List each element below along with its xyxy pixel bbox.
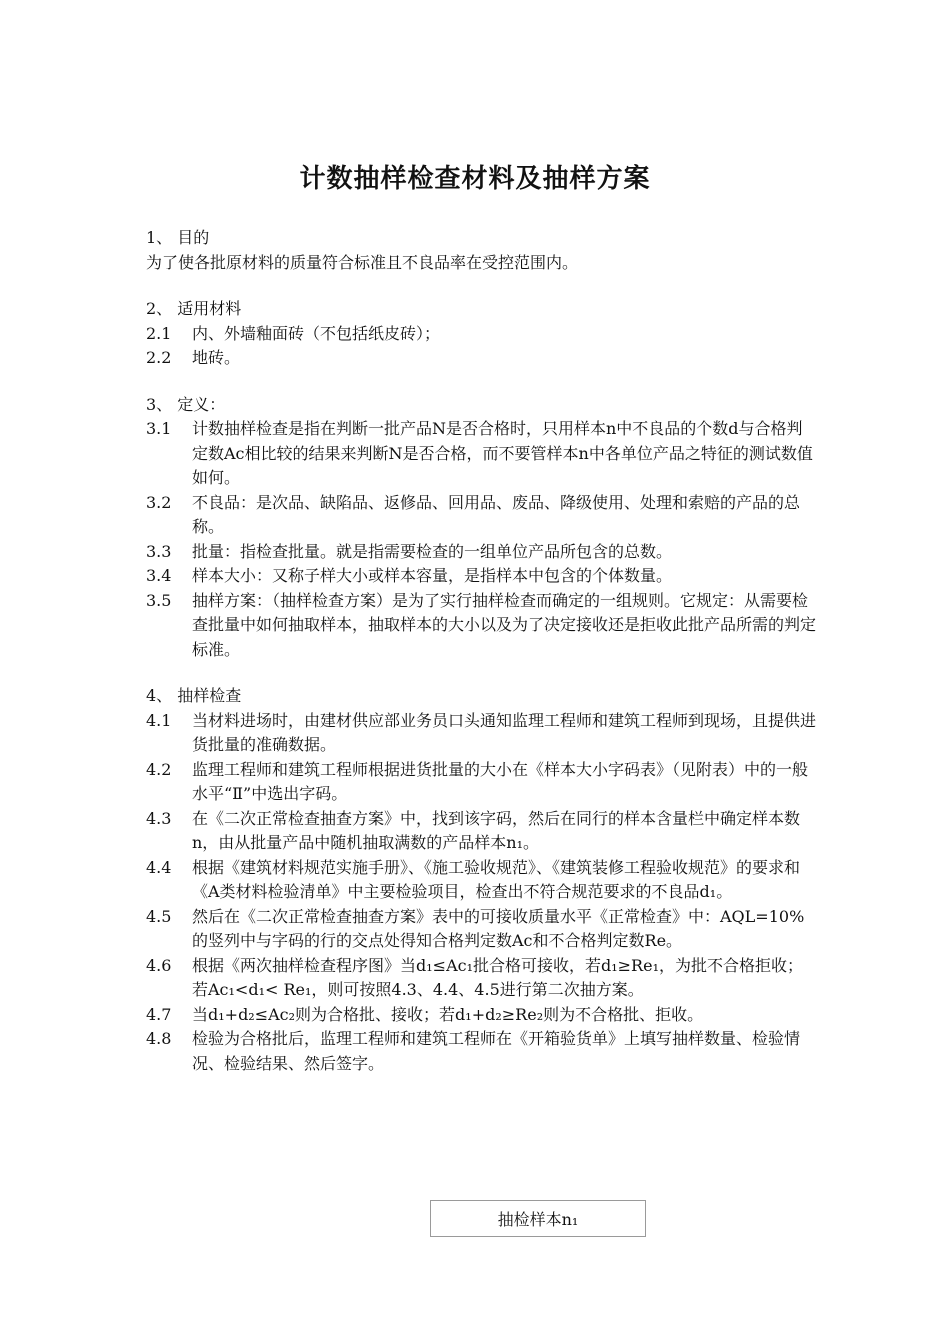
item-number: 3.4 [146,566,172,585]
item-number: 3.3 [146,541,172,561]
section-heading: 1、 目的 [146,228,210,247]
item-text: 不良品：是次品、缺陷品、返修品、回用品、废品、降级使用、处理和索赔的产品的总称。 [192,492,801,536]
list-item [146,1003,816,1028]
document-title: 计数抽样检查材料及抽样方案 [299,164,651,194]
item-number: 4.6 [146,955,172,975]
section-heading: 3、 定义： [146,394,226,414]
item-text: 然后在《二次正常检查抽查方案》表中的可接收质量水平《正常检查》中：AQL=10%的竖列中与字码的行的交点处得知合格判定数Ac和不合格判定数Re。 [192,906,805,950]
section-3 [146,393,816,663]
item-number: 4.4 [146,857,172,877]
list-item [146,589,816,663]
list-item [146,540,816,565]
item-text: 根据《建筑材料规范实施手册》、《施工验收规范》、《建筑装修工程验收规范》的要求和《A类材料检验清单》中主要检验项目，检查出不符合规范要求的不良品d₁。 [192,857,801,901]
list-item [146,322,816,347]
item-number: 4.2 [146,759,172,779]
item-number: 3.2 [146,492,172,512]
item-text: 当d₁+d₂≤Ac₂则为合格批、接收；若d₁+d₂≥Re₂则为不合格批、拒收。 [192,1004,704,1024]
item-text: 当材料进场时，由建材供应部业务员口头通知监理工程师和建筑工程师到现场，且提供进货批量的准确数据。 [192,710,817,754]
item-text: 内、外墙釉面砖（不包括纸皮砖）； [192,323,441,343]
item-number: 4.7 [146,1004,172,1024]
item-text: 抽样方案：（抽样检查方案）是为了实行抽样检查而确定的一组规则。它规定：从需要检查批量中如何抽取样本，抽取样本的大小以及为了决定接收还是拒收此批产品所需的判定标准。 [192,590,817,659]
item-text: 样本大小：又称子样大小或样本容量，是指样本中包含的个体数量。 [192,566,673,585]
item-number: 4.3 [146,808,172,828]
section-2 [146,297,816,371]
section-heading: 4、 抽样检查 [146,686,242,705]
item-text: 根据《两次抽样检查程序图》当d₁≤Ac₁批合格可接收，若d₁≥Re₁，为批不合格拒收；若Ac₁<d₁< Re₁，则可按照4.3、4.4、4.5进行第二次抽方案。 [192,955,803,999]
flowchart-box: 抽检样本n₁ [430,1200,646,1237]
list-item [146,564,816,589]
item-number: 4.1 [146,710,172,730]
item-text: 检验为合格批后，监理工程师和建筑工程师在《开箱验货单》上填写抽样数量、检验情况、检验结果、然后签字。 [192,1029,801,1073]
section-paragraph: 为了使各批原材料的质量符合标准且不良品率在受控范围内。 [146,252,579,272]
item-number: 4.5 [146,906,172,926]
list-item [146,491,816,540]
list-item [146,417,816,491]
item-text: 地砖。 [192,348,241,367]
list-item [146,758,816,807]
list-item [146,905,816,954]
section-heading: 2、 适用材料 [146,299,242,318]
item-number: 3.5 [146,590,172,610]
list-item [146,856,816,905]
item-text: 监理工程师和建筑工程师根据进货批量的大小在《样本大小字码表》（见附表）中的一般水平“Ⅱ”中选出字码。 [192,759,809,803]
item-number: 2.1 [146,323,172,343]
list-item [146,1027,816,1076]
list-item [146,346,816,371]
list-item [146,709,816,758]
item-number: 3.1 [146,419,172,438]
item-text: 批量：指检查批量。就是指需要检查的一组单位产品所包含的总数。 [192,541,673,561]
item-text: 在《二次正常检查抽查方案》中，找到该字码，然后在同行的样本含量栏中确定样本数n，由从批量产品中随机抽取满数的产品样本n₁。 [192,808,801,852]
item-number: 4.8 [146,1029,172,1048]
item-text: 计数抽样检查是指在判断一批产品N是否合格时，只用样本n中不良品的个数d与合格判定数Ac相比较的结果来判断N是否合格，而不要管样本n中各单位产品之特征的测试数值如何。 [192,419,813,487]
list-item [146,807,816,856]
section-1 [146,226,816,275]
list-item [146,954,816,1003]
document-body [146,226,816,1098]
item-number: 2.2 [146,348,172,367]
section-4 [146,684,816,1076]
